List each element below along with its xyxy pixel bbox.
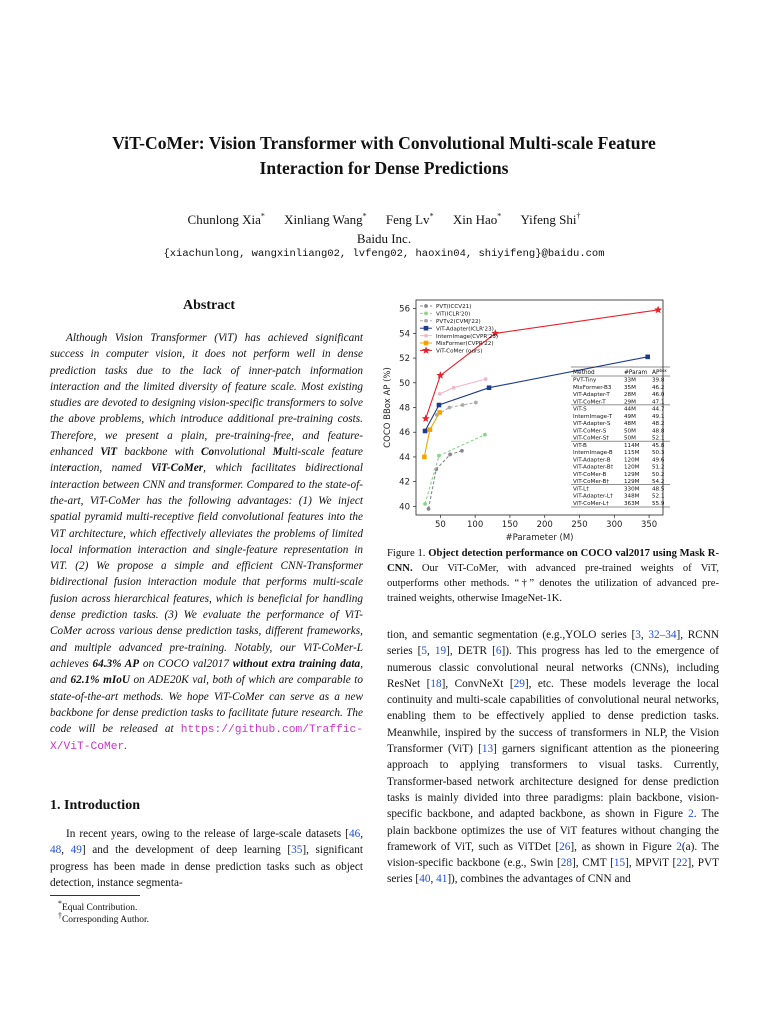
citation-link[interactable]: 32–34	[648, 629, 677, 641]
y-axis-label: COCO BBox AP (%)	[383, 367, 393, 448]
table-cell: 50M	[624, 428, 636, 435]
table-cell: ViT-CoMer-B	[573, 471, 607, 478]
citation-link[interactable]: 3	[635, 629, 641, 641]
y-tick-label: 42	[399, 477, 410, 488]
code-link[interactable]: https://github.com/Traffic-X/ViT-CoMer	[50, 724, 363, 754]
table-cell: 54.2	[652, 479, 665, 485]
data-point	[424, 341, 429, 346]
table-cell: PVT-Tiny	[573, 377, 597, 384]
series-line	[425, 435, 485, 504]
title-line-1: ViT-CoMer: Vision Transformer with Convolutional Multi-scale Feature	[112, 133, 656, 153]
author: Feng Lv*	[385, 212, 434, 228]
table-cell: ViT-S	[573, 406, 587, 413]
table-cell: ViT-CoMer-B†	[573, 479, 610, 485]
data-point	[448, 453, 452, 457]
x-tick-label: 150	[501, 520, 519, 530]
series-line	[437, 403, 476, 415]
y-tick-label: 56	[399, 304, 410, 315]
citation-link[interactable]: 40	[419, 873, 431, 886]
affiliation: Baidu Inc.	[356, 231, 412, 247]
table-cell: ViT-CoMer-L†	[573, 500, 609, 507]
table-cell: ViT-Adapter-S	[573, 421, 611, 427]
citation-link[interactable]: 6	[495, 645, 502, 658]
table-cell: 28M	[624, 392, 636, 398]
table-cell: 120M	[624, 464, 640, 471]
citation-link[interactable]: 22	[676, 857, 688, 870]
citation-link[interactable]: 46	[348, 828, 361, 840]
citation-link[interactable]: 13	[481, 743, 494, 756]
table-cell: 44.7	[652, 406, 665, 413]
data-point	[424, 319, 428, 323]
citation-link[interactable]: 49	[70, 844, 82, 857]
table-cell: 48M	[624, 421, 636, 427]
abstract-heading: Abstract	[183, 298, 236, 313]
x-tick-label: 50	[434, 520, 446, 530]
table-cell: 47.1	[652, 399, 665, 406]
y-tick-label: 54	[399, 329, 410, 340]
table-cell: 39.8	[652, 377, 665, 384]
table-cell: ViT-CoMer-T	[573, 399, 606, 406]
introduction-paragraph: In recent years, owing to the release of large-scale datasets [46, 48, 49] and the development of deep learning [35], significant progress has been made in dense prediction tasks such as object detection, instance segmenta-	[50, 828, 363, 889]
figure-1-chart	[378, 292, 678, 543]
y-tick-label: 50	[399, 378, 410, 389]
introduction-heading: 1. Introduction	[50, 798, 140, 813]
figure-1-caption: Figure 1. Object detection performance on COCO val2017 using Mask R-CNN. Our ViT-CoMer, with advanced pre-trained weights of ViT, outperforms other methods. “†” denotes the utilization of advanced pre-trained weights, otherwise ImageNet-1K.	[387, 548, 719, 604]
author-list	[0, 207, 768, 248]
table-cell: 50.3	[652, 450, 665, 456]
figure-link[interactable]: 2	[688, 808, 694, 821]
table-header: $AP^{box}$	[652, 368, 667, 376]
table-header: #Param	[624, 370, 648, 376]
citation-link[interactable]: 35	[291, 844, 303, 857]
legend-label: ViT(ICLR'20)	[436, 311, 471, 318]
table-cell: 50M	[624, 435, 636, 442]
data-point	[424, 334, 428, 338]
x-tick-label: 200	[536, 520, 553, 530]
table-cell: 46.2	[652, 384, 665, 391]
citation-link[interactable]: 18	[430, 677, 442, 690]
x-tick-label: 100	[467, 520, 484, 530]
table-cell: 49.1	[652, 413, 665, 420]
table-cell: InternImage-B	[573, 450, 613, 456]
table-cell: 348M	[624, 493, 640, 500]
legend-label: PVTv2(CVMJ'22)	[436, 319, 481, 325]
data-point	[424, 312, 428, 316]
data-point	[428, 427, 433, 432]
data-point	[484, 377, 488, 381]
author: Xin Hao*	[452, 212, 502, 228]
table-cell: 48.2	[652, 421, 665, 427]
data-point	[460, 449, 464, 453]
table-cell: ViT-B	[573, 442, 587, 449]
legend-label: InternImage(CVPR'23)	[436, 333, 499, 340]
author: Xinliang Wang*	[284, 212, 367, 228]
series-internimage-cvpr-23-	[438, 377, 488, 396]
legend-label: PVT(ICCV21)	[436, 304, 472, 311]
x-tick-label: 250	[571, 520, 588, 530]
table-cell: 51.2	[652, 464, 665, 471]
table-header: Method	[573, 370, 595, 376]
y-tick-label: 48	[399, 403, 410, 414]
citation-link[interactable]: 26	[559, 840, 571, 853]
series-line	[429, 451, 462, 509]
y-tick-label: 46	[399, 428, 410, 439]
data-point	[424, 304, 428, 308]
table-cell: 33M	[624, 377, 636, 384]
table-cell: 120M	[624, 457, 640, 464]
legend-label: ViT-Adapter(ICLR'23)	[436, 326, 494, 333]
table-cell: 48.8	[652, 428, 665, 435]
table-cell: 29M	[624, 399, 636, 406]
citation-link[interactable]: 19	[434, 645, 447, 658]
introduction-continued: tion, and semantic segmentation (e.g.,YOLO series [3, 32–34], RCNN series [5, 19], DETR [6]). This progress has led to the emergence of numerous classic convolutional neural networks (CNNs), including ResNet [18], ConvNeXt [29], etc. These models leverage the local continuity and multi-scale capabilities of convolutional neural networks, enabling them to be effectively applied to dense prediction tasks. Meanwhile, inspired by the success of transformers in NLP, the Vision Transformer (ViT) [13] garners significant attention as the pioneering approach to applying transformers to visual tasks. Currently, Transformer-based network architecture designed for dense prediction tasks is mainly divided into three paradigms: plain backbone, vision-specific backbone, and adapted backbone, as shown in Figure 2. The plain backbone optimizes the use of ViT features without changing the framework of ViT, such as ViTDet [26], as shown in Figure 2(a). The vision-specific backbone (e.g., Swin [28], CMT [15], MPViT [22], PVT series [40, 41]), combines the advantages of CNN and	[387, 629, 720, 886]
table-cell: InternImage-T	[573, 413, 613, 420]
table-cell: ViT-CoMer-S	[573, 428, 607, 435]
figure-link[interactable]: 2	[676, 840, 682, 853]
data-point	[461, 403, 465, 407]
data-point	[423, 502, 427, 506]
data-point	[474, 401, 478, 405]
table-cell: 115M	[624, 450, 640, 456]
citation-link[interactable]: 15	[613, 857, 626, 870]
y-tick-label: 44	[399, 452, 410, 463]
abstract-body: Although Vision Transformer (ViT) has achieved significant success in computer vision, it does not perform well in dense prediction tasks due to the lack of inner-patch information interaction and the limited diversity of feature scale. Most existing studies are devoted to designing vision-specific transformers to solve the above problems, which introduce additional pre-training costs. Therefore, we present a plain, pre-training-free, and feature-enhanced ViT backbone with Convolutional Multi-scale feature interaction, named ViT-CoMer, which facilitates bidirectional interaction between CNN and transformer. Compared to the state-of-the-art, ViT-CoMer has the following advantages: (1) We inject spatial pyramid multi-receptive field convolutional features into the ViT architecture, which effectively alleviates the problems of limited local information interaction and single-feature representation in ViT. (2) We propose a simple and efficient CNN-Transformer bidirectional fusion interaction module that performs multi-scale fusion across hierarchical features, which is beneficial for handling dense prediction tasks. (3) We evaluate the performance of ViT-CoMer across various dense prediction tasks, different frameworks, and multiple advanced pre-training. Notably, our ViT-CoMer-L achieves 64.3% AP on COCO val2017 without extra training data, and 62.1% mIoU on ADE20K val, both of which are comparable to state-of-the-art methods. We hope ViT-CoMer can serve as a new backbone for dense prediction tasks to facilitate future research. The code will be released at https://github.com/Traffic-X/ViT-CoMer.	[50, 332, 364, 754]
citation-link[interactable]: 28	[560, 857, 572, 870]
table-cell: ViT-L†	[573, 486, 590, 493]
table-cell: 35M	[624, 384, 636, 391]
legend-label: ViT-CoMer (ours)	[436, 348, 483, 355]
data-point	[447, 406, 451, 410]
data-point	[438, 392, 442, 396]
table-cell: 49M	[624, 413, 636, 420]
table-cell: ViT-CoMer-S†	[573, 435, 610, 442]
citation-link[interactable]: 41	[436, 873, 448, 886]
title-line-2: Interaction for Dense Predictions	[259, 158, 509, 178]
table-cell: 52.1	[652, 493, 665, 500]
paper-title	[0, 131, 768, 181]
data-point	[423, 429, 428, 434]
table-cell: ViT-Adapter-T	[573, 392, 610, 398]
data-point	[437, 403, 442, 408]
y-tick-label: 52	[399, 354, 410, 365]
table-cell: 49.6	[652, 457, 665, 464]
table-cell: 50.2	[652, 471, 665, 478]
data-point	[437, 454, 441, 458]
inset-results-table	[571, 367, 670, 507]
table-cell: ViT-Adapter-B	[573, 457, 611, 464]
x-axis-label: #Parameter (M)	[505, 533, 574, 543]
citation-link[interactable]: 5	[421, 645, 428, 658]
data-point	[427, 507, 431, 511]
data-point	[422, 455, 427, 460]
table-cell: 114M	[624, 442, 640, 449]
series-vit-iclr-20-	[423, 433, 487, 506]
data-point	[483, 433, 487, 437]
data-point	[487, 385, 492, 390]
author: Yifeng Shi†	[520, 212, 581, 228]
table-cell: 129M	[624, 479, 640, 485]
table-cell: ViT-Adapter-B†	[573, 464, 614, 471]
table-cell: 129M	[624, 471, 640, 478]
data-point	[654, 306, 662, 314]
footnote-equal: *Equal Contribution.	[58, 899, 138, 914]
data-point	[645, 355, 650, 360]
citation-link[interactable]: 48	[50, 844, 62, 857]
footnote-corresponding: †Corresponding Author.	[58, 911, 150, 926]
x-tick-label: 300	[606, 520, 623, 530]
table-cell: 48.5	[652, 486, 665, 493]
series-line	[425, 357, 648, 431]
citation-link[interactable]: 29	[513, 677, 525, 690]
data-point	[422, 346, 430, 354]
table-cell: 46.0	[652, 392, 665, 398]
legend-label: MixFormer(CVPR'22)	[436, 341, 494, 348]
table-cell: 45.8	[652, 442, 665, 449]
table-cell: 55.9	[652, 500, 665, 507]
chart-legend	[420, 304, 498, 355]
data-point	[452, 386, 456, 390]
table-cell: 44M	[624, 406, 636, 413]
series-vit-adapter-iclr-23-	[423, 355, 650, 434]
table-cell: 363M	[624, 500, 640, 507]
table-cell: 52.1	[652, 435, 665, 442]
y-tick-label: 40	[399, 502, 410, 513]
author: Chunlong Xia*	[187, 212, 265, 228]
table-header-sup: box	[659, 368, 667, 373]
data-point	[422, 414, 430, 422]
footnote-rule	[50, 895, 140, 896]
table-cell: 330M	[624, 486, 640, 493]
data-point	[424, 326, 429, 331]
data-point	[436, 371, 444, 379]
table-cell: ViT-Adapter-L†	[573, 493, 613, 500]
author-emails: {xiachunlong, wangxinliang02, lvfeng02, haoxin04, shiyifeng}@baidu.com	[163, 248, 605, 260]
table-cell: MixFormer-B3	[573, 384, 612, 391]
data-point	[437, 410, 442, 415]
x-tick-label: 350	[640, 520, 658, 530]
